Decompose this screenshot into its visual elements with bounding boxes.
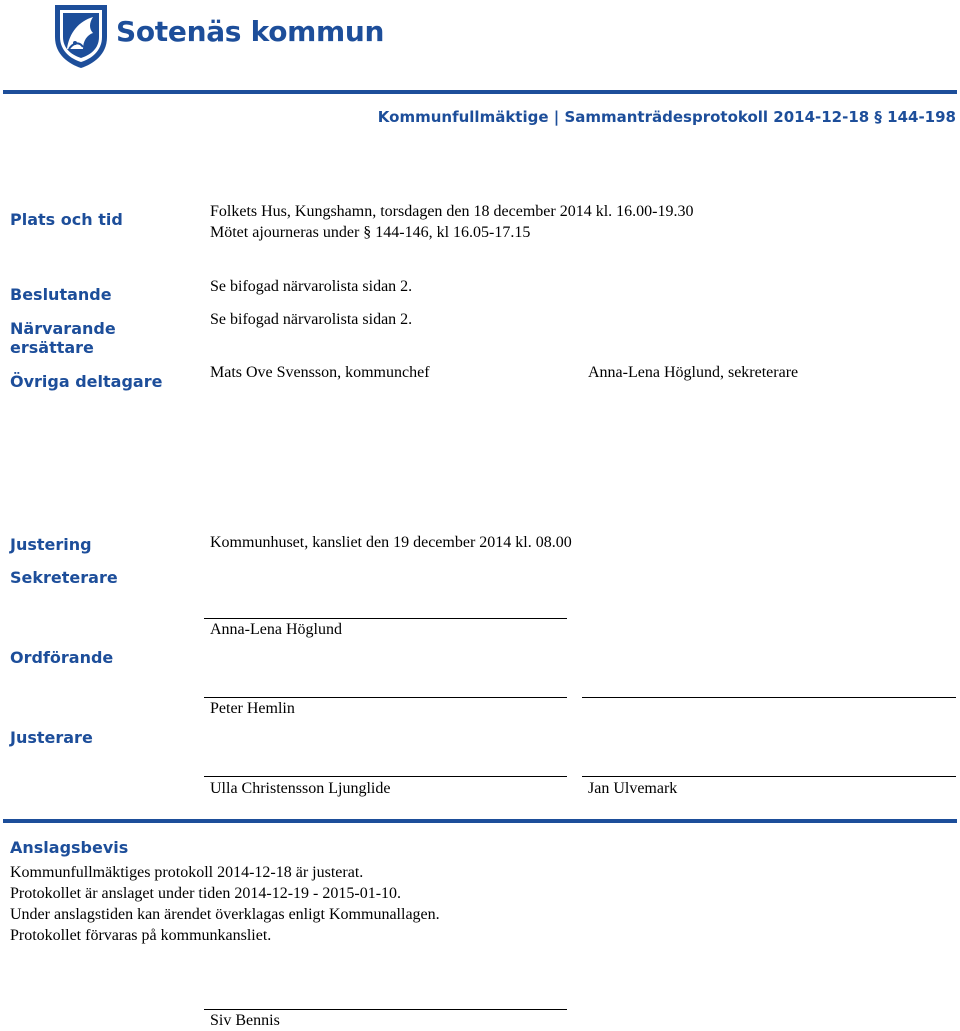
ovriga-participant-1: Mats Ove Svensson, kommunchef — [210, 364, 430, 381]
ovriga-label: Övriga deltagare — [10, 372, 163, 391]
anslagsbevis-title: Anslagsbevis — [10, 838, 129, 857]
anslagsbevis-line: Protokollet är anslaget under tiden 2014-12-19 - 2015-01-10. — [10, 885, 402, 902]
beslutande-value: Se bifogad närvarolista sidan 2. — [210, 278, 413, 295]
anslagsbevis-line: Kommunfullmäktiges protokoll 2014-12-18 är justerat. — [10, 864, 364, 881]
document-title: Kommunfullmäktige | Sammanträdesprotokoll 2014-12-18 § 144-198 — [377, 108, 956, 126]
signature-line-justerare-1 — [204, 776, 567, 777]
narvarande-value: Se bifogad närvarolista sidan 2. — [210, 311, 413, 328]
justerare-label: Justerare — [10, 728, 93, 747]
header-divider — [3, 90, 957, 94]
anslagsbevis-divider — [3, 819, 957, 823]
signature-line-extra — [582, 697, 956, 698]
anslagsbevis-line: Protokollet förvaras på kommunkansliet. — [10, 927, 272, 944]
logo-text: Sotenäs kommun — [116, 15, 385, 48]
justerare-1-name: Ulla Christensson Ljunglide — [210, 780, 391, 797]
narvarande-label-1: Närvarande — [10, 319, 116, 338]
plats-line1: Folkets Hus, Kungshamn, torsdagen den 18 december 2014 kl. 16.00-19.30 — [210, 203, 694, 220]
signature-line-sekreterare — [204, 618, 567, 619]
beslutande-label: Beslutande — [10, 285, 112, 304]
sekreterare-label: Sekreterare — [10, 568, 118, 587]
ordforande-name: Peter Hemlin — [210, 700, 295, 717]
anslag-signer-name: Siv Bennis — [210, 1012, 280, 1029]
anslagsbevis-text — [10, 862, 440, 946]
justering-label: Justering — [10, 535, 92, 554]
signature-line-justerare-2 — [582, 776, 956, 777]
municipality-logo — [53, 3, 385, 69]
coat-of-arms-shield-icon — [53, 3, 109, 69]
ovriga-participant-2: Anna-Lena Höglund, sekreterare — [588, 364, 799, 381]
signature-line-ordforande — [204, 697, 567, 698]
ordforande-label: Ordförande — [10, 648, 114, 667]
justering-value: Kommunhuset, kansliet den 19 december 2014 kl. 08.00 — [210, 534, 572, 551]
plats-line2: Mötet ajourneras under § 144-146, kl 16.05-17.15 — [210, 224, 531, 241]
anslagsbevis-line: Under anslagstiden kan ärendet överklagas enligt Kommunallagen. — [10, 906, 440, 923]
narvarande-label-2: ersättare — [10, 338, 94, 357]
justerare-2-name: Jan Ulvemark — [588, 780, 678, 797]
signature-line-anslag — [204, 1009, 567, 1010]
sekreterare-name: Anna-Lena Höglund — [210, 621, 342, 638]
plats-label: Plats och tid — [10, 210, 123, 229]
